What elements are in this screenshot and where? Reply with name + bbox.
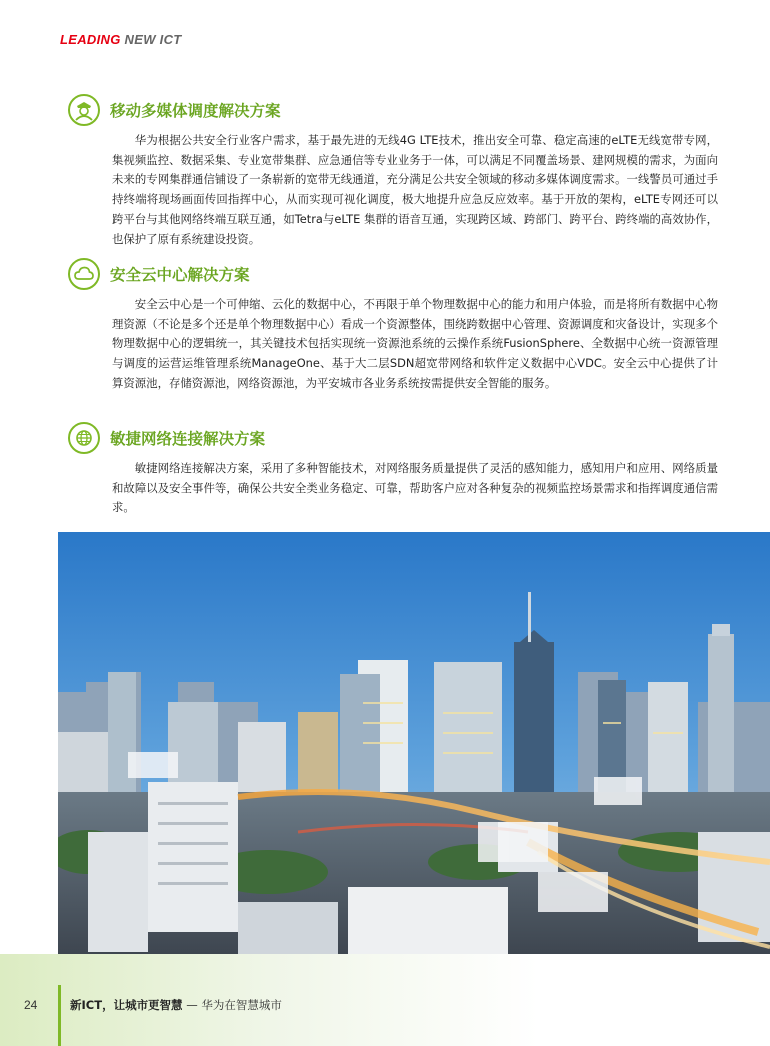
section-security-cloud [68, 255, 718, 394]
section-body: 华为根据公共安全行业客户需求，基于最先进的无线4G LTE技术，推出安全可靠、稳定高速的eLTE无线宽带专网，集视频监控、数据采集、专业宽带集群、应急通信等专业业务于一体，可以满足不同覆盖场景、建网规模的需求，为面向未来的专网集群通信铺设了一条崭新的宽带无线通道，充分满足公共安全领域的移动多媒体调度需求。一线警员可通过手持终端将现场画面传回指挥中心，从而实现可视化调度，极大地提升应急反应效率。基于开放的架构，eLTE专网还可以跨平台与其他网络终端互联互通，如Tetra与eLTE 集群的语音互通，实现跨区域、跨部门、跨平台、跨终端的高效协作，也保护了原有系统建设投资。 [112, 133, 718, 246]
section-title: 敏捷网络连接解决方案 [110, 430, 266, 448]
section-title: 移动多媒体调度解决方案 [110, 102, 281, 120]
section-agile-network [68, 419, 718, 518]
section-mobile-multimedia [68, 91, 718, 249]
footer-title-strong: 新ICT，让城市更智慧 [70, 998, 183, 1012]
footer-accent-bar [58, 985, 61, 1046]
footer-title [70, 997, 282, 1013]
city-skyline-photo [58, 532, 770, 954]
section-body: 安全云中心是一个可伸缩、云化的数据中心，不再限于单个物理数据中心的能力和用户体验，而是将所有数据中心物理资源（不论是多个还是单个物理数据中心）看成一个资源整体，围绕跨数据中心管理、资源调度和灾备设计，实现多个物理数据中心的逻辑统一，其关键技术包括实现统一资源池系统的云操作系统FusionSphere、全数据中心统一资源管理与调度的运营运维管理系统ManageOne、基于大二层SDN超宽带网络和软件定义数据中心VDC。安全云中心提供了计算资源池，存储资源池，网络资源池，为平安城市各业务系统按需提供安全智能的服务。 [112, 297, 718, 390]
page-number: 24 [24, 998, 38, 1012]
section-body: 敏捷网络连接解决方案，采用了多种智能技术，对网络服务质量提供了灵活的感知能力，感知用户和应用、网络质量和故障以及安全事件等，确保公共安全类业务稳定、可靠，帮助客户应对各种复杂的视频监控场景需求和指挥调度通信需求。 [112, 461, 718, 515]
logo-leading: LEADING [60, 32, 121, 47]
police-officer-icon [68, 94, 100, 126]
footer-title-rest: — 华为在智慧城市 [182, 998, 282, 1012]
globe-network-icon [68, 422, 100, 454]
logo-new-ict: NEW ICT [124, 32, 182, 47]
section-title: 安全云中心解决方案 [110, 266, 250, 284]
brand-logo [60, 32, 182, 47]
cloud-icon [68, 258, 100, 290]
